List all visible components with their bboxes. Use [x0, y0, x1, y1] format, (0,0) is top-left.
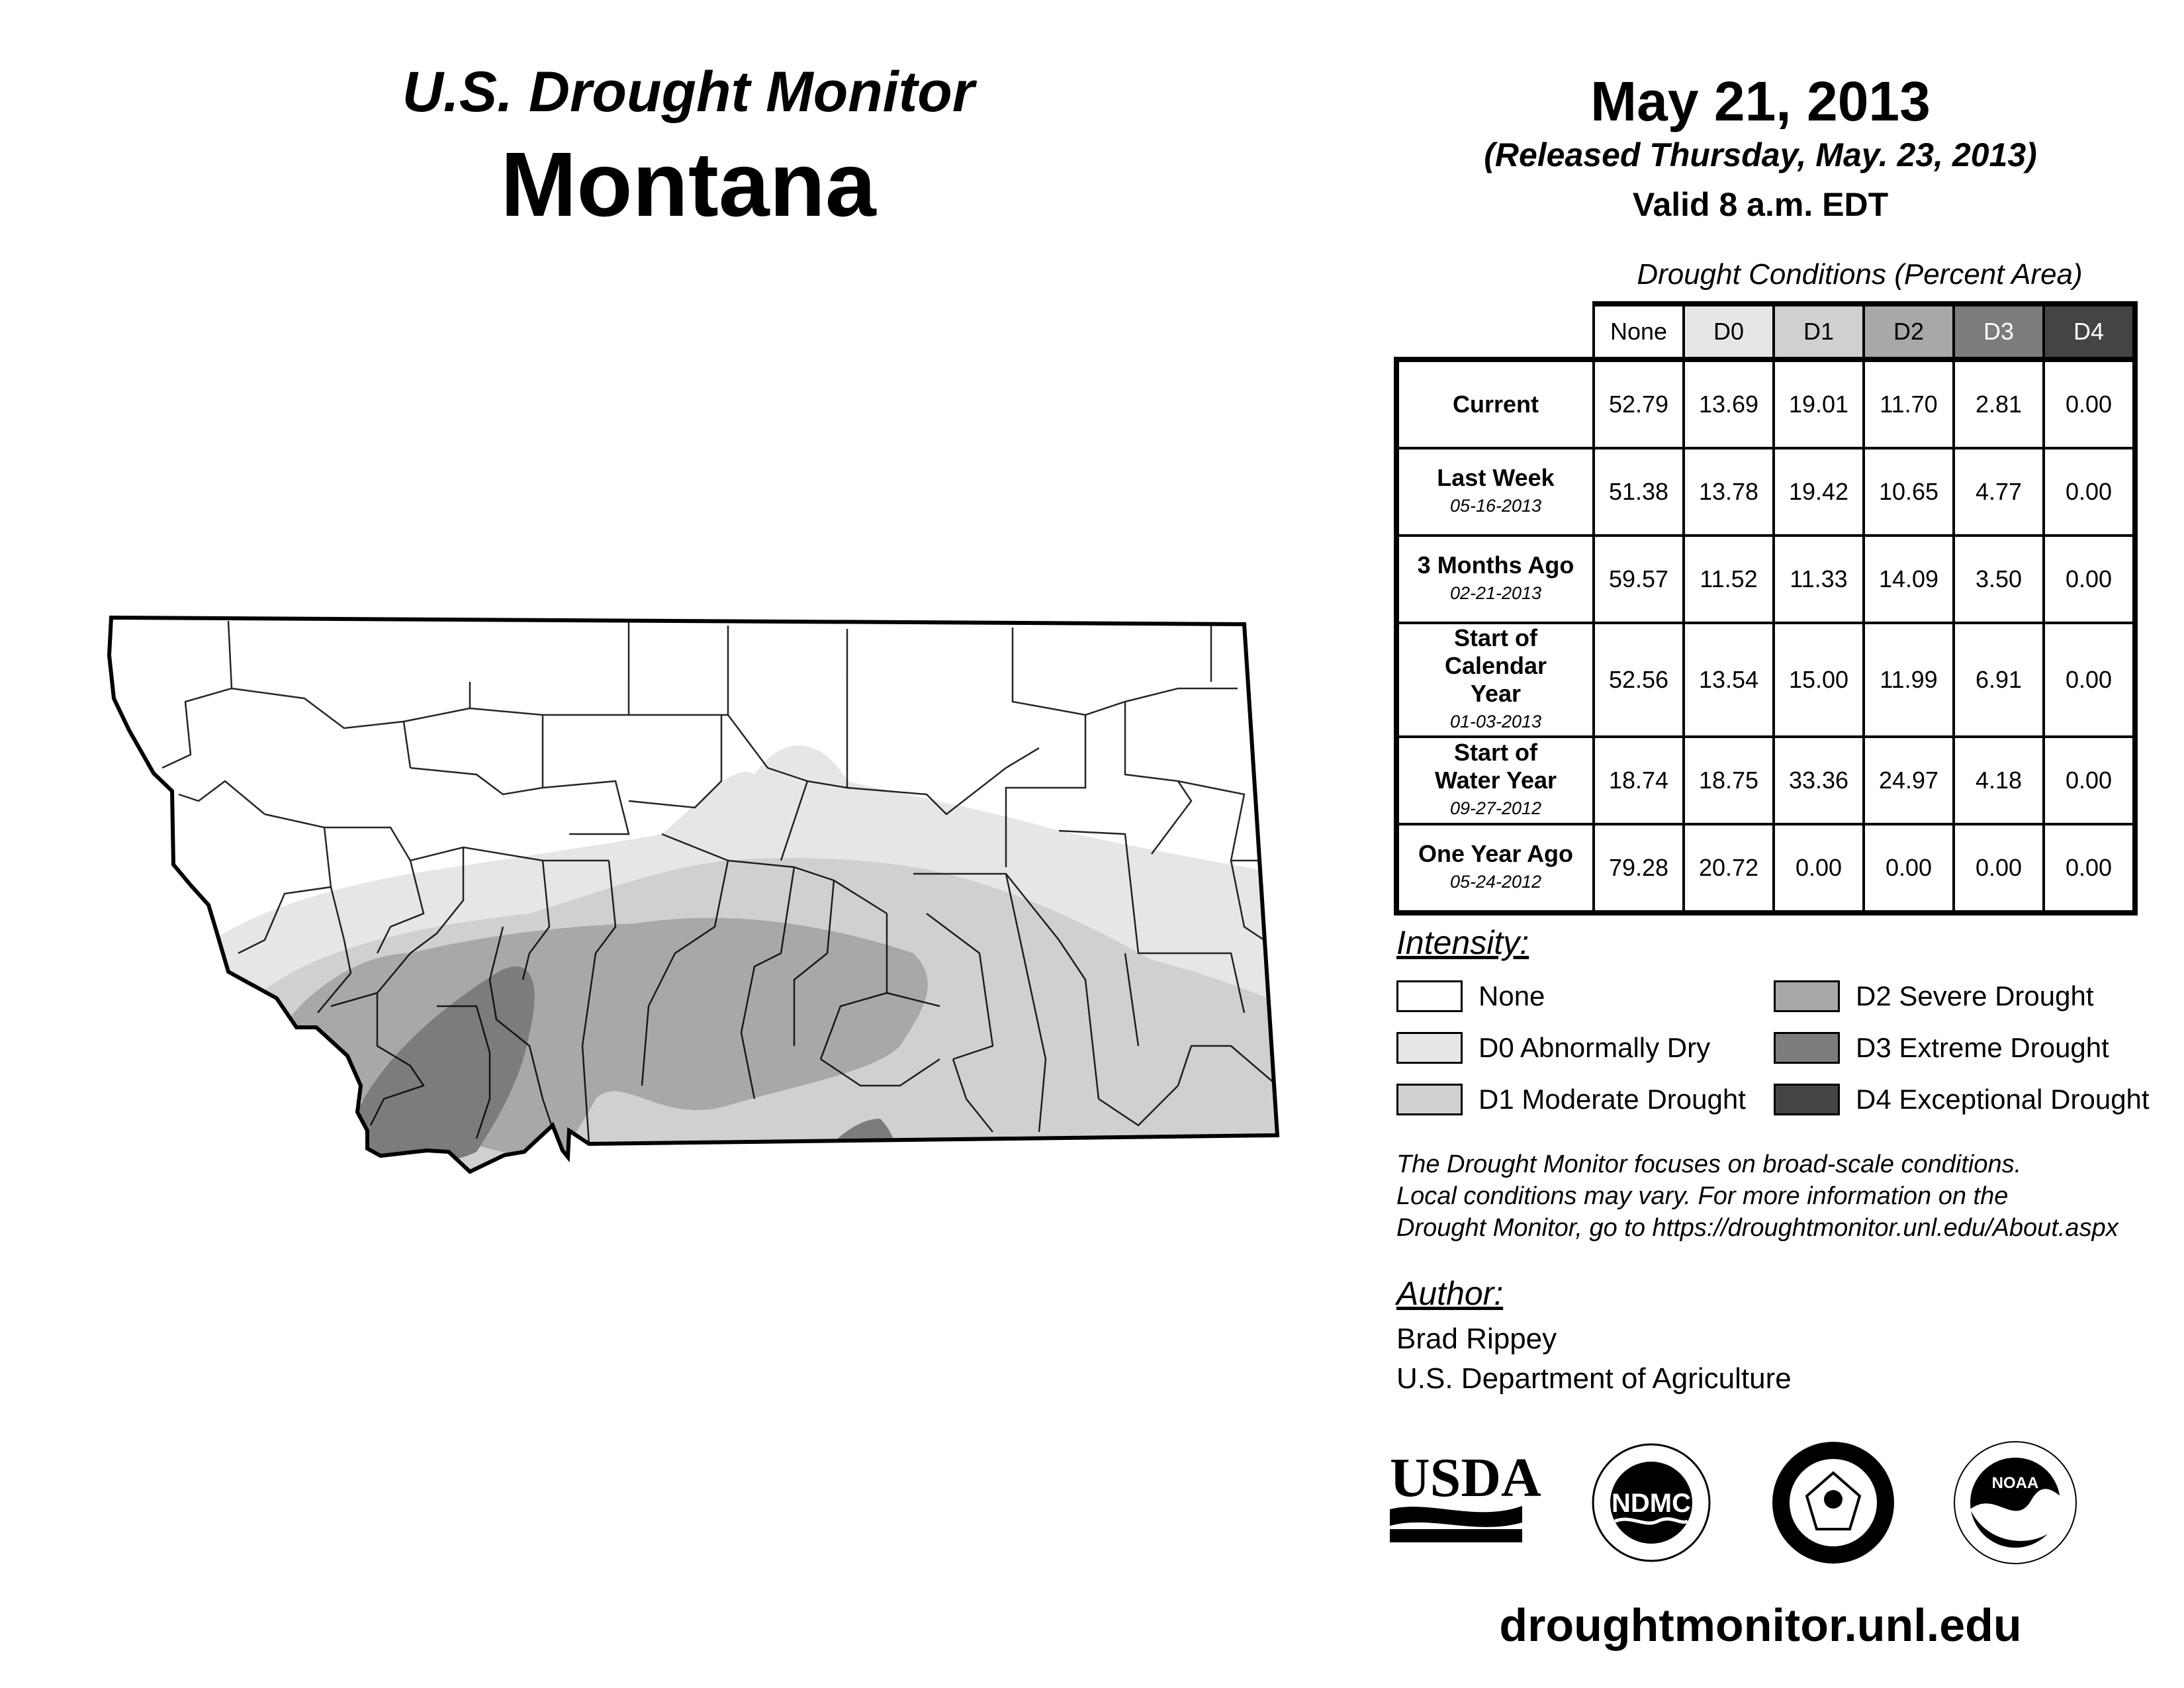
table-cell: 4.18	[1954, 737, 2044, 824]
note-line-2: Local conditions may vary. For more information on the	[1396, 1182, 2009, 1210]
table-row	[1396, 737, 2135, 824]
legend-swatch	[1774, 980, 1840, 1012]
author-name: Brad Rippey	[1396, 1323, 1557, 1355]
commerce-seal	[1772, 1442, 1894, 1564]
table-cell: 10.65	[1864, 448, 1954, 536]
ndmc-logo	[1593, 1444, 1709, 1561]
table-cell: 13.54	[1684, 623, 1774, 737]
legend-label: D1 Moderate Drought	[1479, 1084, 1746, 1115]
legend-item	[1396, 1083, 1746, 1116]
col-header-d1: D1	[1774, 304, 1864, 359]
noaa-logo	[1954, 1442, 2076, 1564]
release-date: (Released Thursday, May. 23, 2013)	[1484, 136, 2037, 173]
row-label-text: Last Week	[1437, 464, 1555, 491]
row-label-date: 05-16-2013	[1449, 496, 1542, 516]
svg-text:NOAA: NOAA	[1991, 1474, 2039, 1492]
row-label	[1396, 359, 1594, 448]
table-cell: 0.00	[1954, 824, 2044, 913]
col-header-none: None	[1594, 304, 1684, 359]
website-url[interactable]: droughtmonitor.unl.edu	[1499, 1599, 2022, 1651]
table-cell: 0.00	[2044, 737, 2135, 824]
table-cell: 79.28	[1594, 824, 1684, 913]
legend-label: D4 Exceptional Drought	[1856, 1084, 2150, 1115]
author-organization: U.S. Department of Agriculture	[1396, 1362, 1792, 1395]
disclaimer-note	[1396, 1149, 2177, 1244]
table-cell: 4.77	[1954, 448, 2044, 536]
legend-swatch	[1396, 1032, 1463, 1064]
table-cell: 2.81	[1954, 359, 2044, 448]
row-label-text: Start of Calendar Year	[1444, 624, 1547, 707]
state-name: Montana	[500, 134, 876, 236]
table-cell: 11.33	[1774, 536, 1864, 623]
legend-item	[1774, 980, 2094, 1013]
svg-text:NDMC: NDMC	[1612, 1489, 1691, 1518]
row-label	[1396, 448, 1594, 536]
montana-drought-map	[66, 583, 1297, 1317]
legend-label: D3 Extreme Drought	[1856, 1032, 2109, 1063]
row-label	[1396, 737, 1594, 824]
table-cell: 59.57	[1594, 536, 1684, 623]
table-cell: 19.01	[1774, 359, 1864, 448]
col-header-d4: D4	[2044, 304, 2135, 359]
table-row	[1396, 448, 2135, 536]
table-cell: 0.00	[1864, 824, 1954, 913]
row-label-text: Start of Water Year	[1434, 739, 1557, 794]
legend-item	[1774, 1083, 2150, 1116]
table-row	[1396, 536, 2135, 623]
legend-swatch	[1396, 1084, 1463, 1115]
row-label	[1396, 536, 1594, 623]
legend-swatch	[1774, 1032, 1840, 1064]
legend-label: D2 Severe Drought	[1856, 980, 2094, 1011]
table-cell: 13.78	[1684, 448, 1774, 536]
author-title: Author:	[1396, 1275, 1504, 1312]
map-date: May 21, 2013	[1590, 70, 1931, 132]
table-row	[1396, 359, 2135, 448]
legend-item	[1396, 1031, 1710, 1064]
table-row	[1396, 824, 2135, 913]
row-label	[1396, 623, 1594, 737]
table-cell: 11.70	[1864, 359, 1954, 448]
table-cell: 0.00	[2044, 448, 2135, 536]
table-cell: 6.91	[1954, 623, 2044, 737]
row-label-date: 02-21-2013	[1449, 583, 1542, 603]
agency-logos	[1390, 1436, 2131, 1569]
note-line-1: The Drought Monitor focuses on broad-scale conditions.	[1396, 1150, 2022, 1178]
table-cell: 0.00	[2044, 536, 2135, 623]
row-label-date: 09-27-2012	[1449, 798, 1542, 818]
table-cell: 33.36	[1774, 737, 1864, 824]
row-label-text: One Year Ago	[1418, 840, 1574, 867]
intensity-title: Intensity:	[1396, 924, 1529, 961]
legend-swatch	[1396, 980, 1463, 1012]
col-header-d2: D2	[1864, 304, 1954, 359]
col-header-d3: D3	[1954, 304, 2044, 359]
legend-label: D0 Abnormally Dry	[1479, 1032, 1711, 1063]
table-cell: 15.00	[1774, 623, 1864, 737]
table-cell: 18.74	[1594, 737, 1684, 824]
drought-conditions-table	[1394, 301, 2138, 915]
table-cell: 11.52	[1684, 536, 1774, 623]
map-title: U.S. Drought Monitor	[402, 60, 975, 124]
valid-time: Valid 8 a.m. EDT	[1632, 186, 1889, 223]
table-cell: 51.38	[1594, 448, 1684, 536]
table-cell: 13.69	[1684, 359, 1774, 448]
row-label-date: 05-24-2012	[1449, 872, 1542, 892]
table-cell: 0.00	[2044, 623, 2135, 737]
table-caption: Drought Conditions (Percent Area)	[1637, 258, 2083, 291]
usda-logo	[1390, 1447, 1541, 1542]
table-cell: 20.72	[1684, 824, 1774, 913]
row-label-date: 01-03-2013	[1449, 712, 1542, 731]
legend-item	[1774, 1031, 2109, 1064]
table-cell: 18.75	[1684, 737, 1774, 824]
legend-swatch	[1774, 1084, 1840, 1115]
row-label-text: 3 Months Ago	[1417, 551, 1574, 579]
table-cell: 0.00	[2044, 359, 2135, 448]
col-header-d0: D0	[1684, 304, 1774, 359]
row-label	[1396, 824, 1594, 913]
table-cell: 24.97	[1864, 737, 1954, 824]
table-cell: 0.00	[1774, 824, 1864, 913]
table-cell: 14.09	[1864, 536, 1954, 623]
table-row	[1396, 623, 2135, 737]
table-cell: 0.00	[2044, 824, 2135, 913]
table-cell: 3.50	[1954, 536, 2044, 623]
table-cell: 19.42	[1774, 448, 1864, 536]
note-line-3: Drought Monitor, go to https://droughtmonitor.unl.edu/About.aspx	[1396, 1214, 2118, 1242]
legend-item	[1396, 980, 1545, 1013]
table-cell: 52.56	[1594, 623, 1684, 737]
legend-label: None	[1479, 980, 1545, 1011]
table-cell: 52.79	[1594, 359, 1684, 448]
row-label-text: Current	[1452, 391, 1539, 418]
table-corner	[1396, 304, 1594, 359]
svg-text:USDA: USDA	[1390, 1447, 1541, 1509]
table-cell: 11.99	[1864, 623, 1954, 737]
